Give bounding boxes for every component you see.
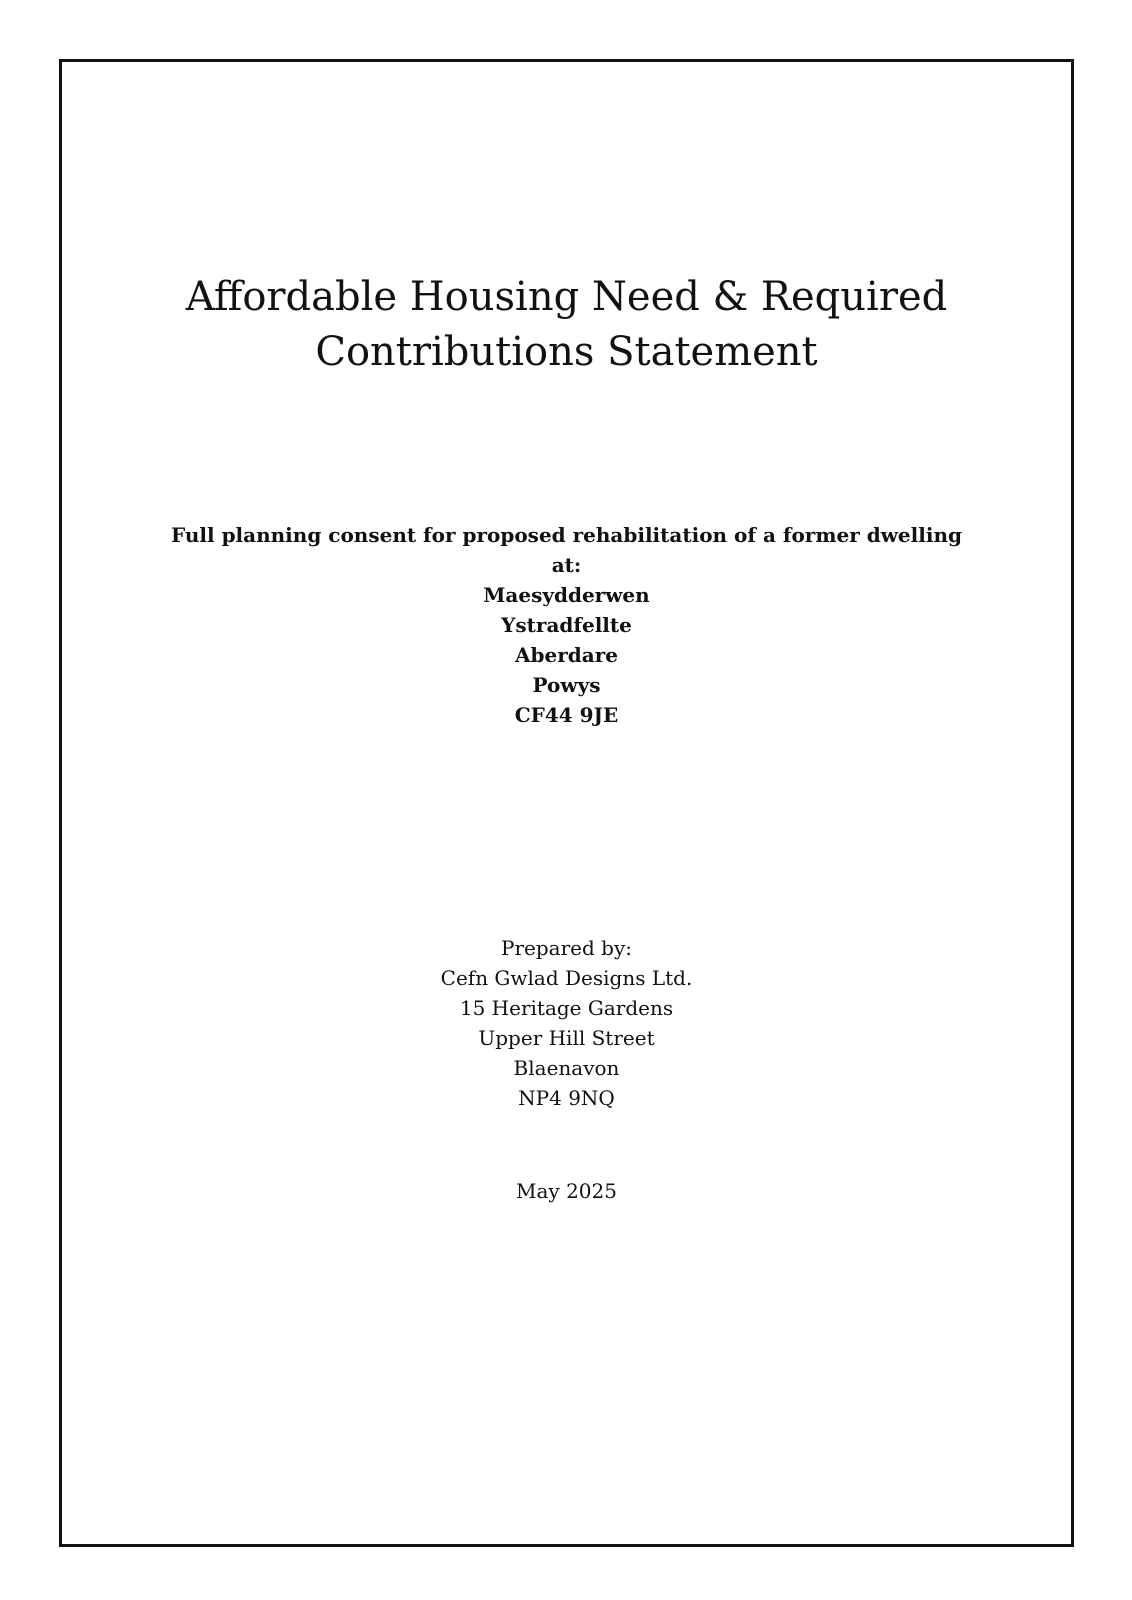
prepared-by-block <box>62 933 1071 1113</box>
site-line: Maesydderwen <box>483 583 650 607</box>
prepared-line: 15 Heritage Gardens <box>459 996 674 1020</box>
site-line: Ystradfellte <box>501 613 632 637</box>
prepared-line: Upper Hill Street <box>478 1026 655 1050</box>
site-line: Full planning consent for proposed rehabilitation of a former dwelling <box>171 523 962 547</box>
title-line: Contributions Statement <box>315 329 818 375</box>
title-line: Affordable Housing Need & Required <box>185 274 948 320</box>
site-line: Powys <box>532 673 601 697</box>
site-line: CF44 9JE <box>514 703 619 727</box>
prepared-line: Cefn Gwlad Designs Ltd. <box>440 966 693 990</box>
site-line: Aberdare <box>515 643 618 667</box>
document-date: May 2025 <box>516 1179 617 1203</box>
site-line: at: <box>551 553 582 577</box>
prepared-line: Blaenavon <box>513 1056 620 1080</box>
site-description <box>62 520 1071 730</box>
prepared-line: Prepared by: <box>501 936 632 960</box>
prepared-line: NP4 9NQ <box>518 1086 615 1110</box>
document-title <box>62 270 1071 380</box>
